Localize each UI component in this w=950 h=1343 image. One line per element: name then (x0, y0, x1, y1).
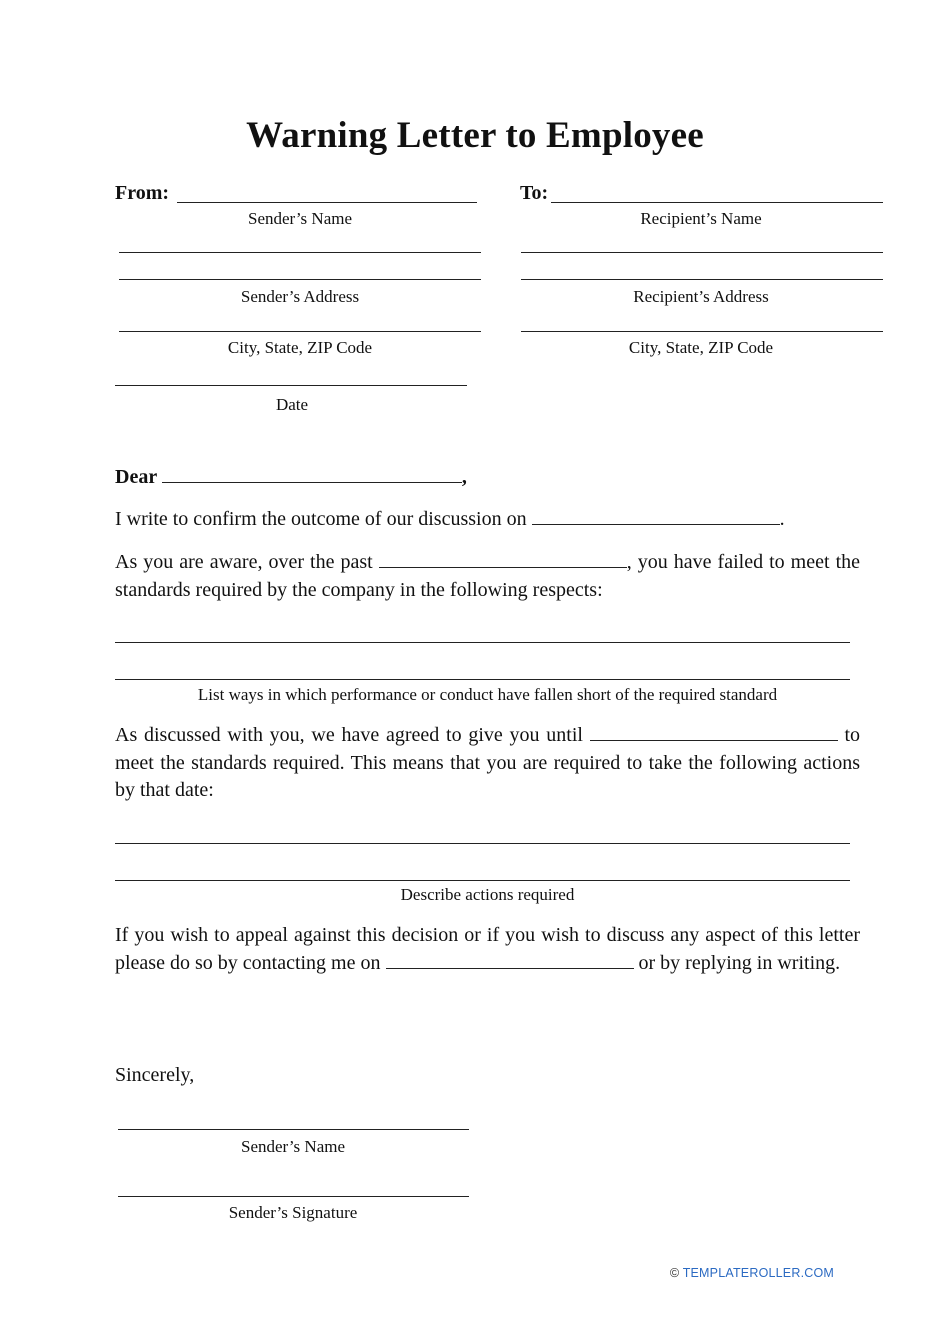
dear-label: Dear (115, 466, 157, 488)
copyright-symbol: © (669, 1266, 680, 1280)
footer-site-link[interactable]: TEMPLATEROLLER.COM (682, 1266, 834, 1280)
sender-address-line-1[interactable] (119, 252, 481, 253)
recipient-salutation-field[interactable] (162, 464, 462, 483)
signature-name-caption: Sender’s Name (240, 1137, 346, 1156)
dear-comma: , (461, 466, 467, 488)
actions-caption: Describe actions required (400, 885, 575, 904)
respects-line-1[interactable] (115, 642, 850, 643)
from-label: From: (115, 182, 170, 204)
signature-field[interactable] (118, 1196, 469, 1197)
sender-name-caption: Sender’s Name (247, 209, 353, 228)
recipient-address-caption: Recipient’s Address (633, 287, 769, 306)
respects-caption: List ways in which performance or conduct have fallen short of the required standard (197, 685, 778, 704)
date-field[interactable] (115, 385, 467, 386)
paragraph-discussion-end: . (779, 508, 785, 530)
sender-address-caption: Sender’s Address (240, 287, 360, 306)
sender-address-line-2[interactable] (119, 279, 481, 280)
date-caption: Date (275, 395, 309, 414)
paragraph-appeal-end: or by replying in writing. (638, 951, 841, 974)
paragraph-discussion (115, 506, 860, 534)
sender-city-field[interactable] (119, 331, 481, 332)
discussion-date-field[interactable] (532, 506, 780, 525)
to-label: To: (520, 182, 549, 204)
recipient-name-field[interactable] (551, 202, 883, 203)
signature-caption: Sender’s Signature (228, 1203, 358, 1222)
signature-name-field[interactable] (118, 1129, 469, 1130)
paragraph-appeal (115, 922, 860, 977)
sender-city-caption: City, State, ZIP Code (227, 338, 373, 357)
recipient-city-caption: City, State, ZIP Code (628, 338, 774, 357)
recipient-name-caption: Recipient’s Name (640, 209, 762, 228)
actions-line-1[interactable] (115, 843, 850, 844)
recipient-address-line-1[interactable] (521, 252, 883, 253)
paragraph-appeal-start: If you wish to appeal against this decision or if you wish to discuss any aspect of this letter please do so by contacting me on (115, 924, 860, 974)
paragraph-failures-start: As you are aware, over the past (115, 551, 373, 573)
recipient-city-field[interactable] (521, 331, 883, 332)
paragraph-deadline (115, 722, 860, 805)
document-title: Warning Letter to Employee (246, 115, 704, 156)
paragraph-deadline-end: to meet the standards required. This means that you are required to take the following actions by that date: (115, 724, 861, 801)
paragraph-discussion-text: I write to confirm the outcome of our discussion on (115, 508, 527, 530)
footer-credit (670, 1266, 834, 1280)
paragraph-deadline-start: As discussed with you, we have agreed to give you until (115, 724, 583, 746)
actions-line-2[interactable] (115, 880, 850, 881)
paragraph-failures-end: , you have failed to meet the standards required by the company in the following respects: (115, 551, 861, 601)
sender-name-field[interactable] (177, 202, 477, 203)
closing: Sincerely, (115, 1064, 195, 1086)
salutation (115, 464, 467, 489)
deadline-field[interactable] (590, 722, 838, 741)
respects-line-2[interactable] (115, 679, 850, 680)
recipient-address-line-2[interactable] (521, 279, 883, 280)
contact-field[interactable] (386, 950, 634, 969)
paragraph-failures (115, 549, 860, 604)
period-field[interactable] (379, 549, 627, 568)
